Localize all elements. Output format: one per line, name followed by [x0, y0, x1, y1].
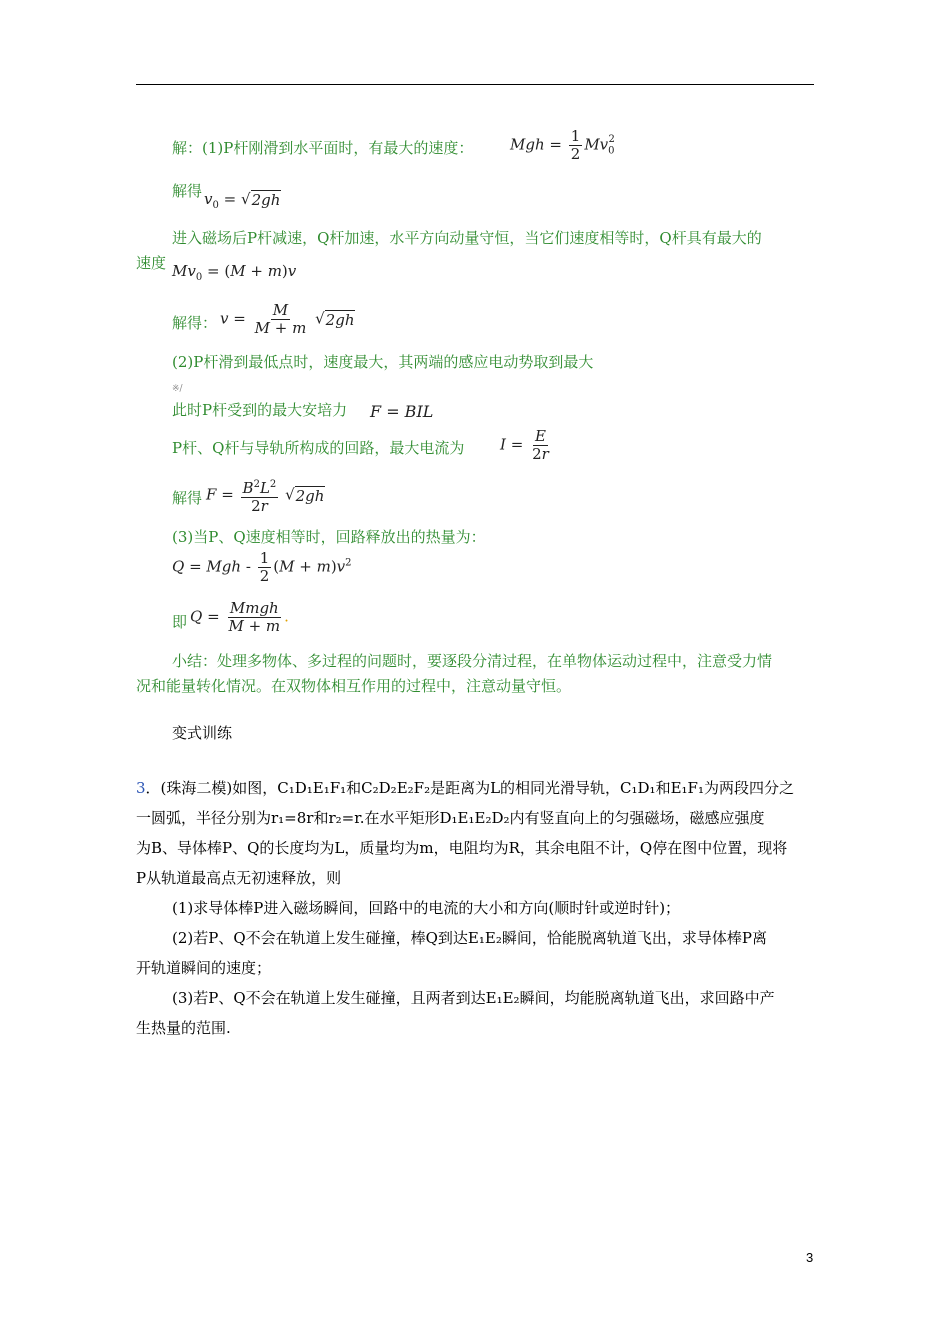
- formula-current: I = $\frac{E}{2r}$: [500, 427, 549, 463]
- solution-line-8: [172, 438, 464, 458]
- problem-line-1: [136, 778, 794, 798]
- summary-text: 小结：处理多物体、多过程的问题时，要逐段分清过程，在单物体运动过程中，注意受力情: [172, 652, 773, 670]
- problem-line-3: 为B、导体棒P、Q的长度均为L，质量均为m，电阻均为R，其余电阻不计，Q停在图中位置，现将: [136, 839, 788, 857]
- solution-text: 速度: [136, 254, 167, 272]
- formula-force: F = $\frac{B^2L^2}{2r}$ √2gh: [206, 476, 325, 515]
- solution-text: 此时P杆受到的最大安培力: [172, 401, 348, 419]
- solution-text: (3)当P、Q速度相等时，回路释放出的热量为：: [172, 528, 486, 546]
- solution-text: (2)P杆滑到最低点时，速度最大，其两端的感应电动势取到最大: [172, 353, 594, 371]
- section-title: 变式训练: [172, 724, 233, 742]
- header-rule: [136, 84, 814, 85]
- solution-text: 解得: [172, 182, 203, 200]
- solution-line-9: [172, 488, 202, 508]
- solution-text: 解得: [172, 489, 203, 507]
- formula-momentum: $Mv_0 = (M + m)v$: [172, 262, 297, 283]
- scan-mark: ※/: [172, 384, 183, 394]
- solution-line-10: [172, 527, 486, 547]
- solution-text: P杆、Q杆与导轨所构成的回路，最大电流为: [172, 439, 465, 457]
- problem-line-4: P从轨道最高点无初速释放，则: [136, 869, 342, 887]
- problem-line-2: 一圆弧，半径分别为r₁=8r和r₂=r.在水平矩形D₁E₁E₂D₂内有竖直向上的匀强磁场，磁感应强度: [136, 809, 765, 827]
- summary-line-2: [136, 676, 571, 696]
- solution-line-6: [172, 352, 593, 372]
- solution-text: 解得：: [172, 314, 218, 332]
- formula-energy: Mgh = $\frac{1}{2}$ $Mv_0^2$: [510, 127, 615, 163]
- formula-heat: Q = Mgh - $\frac{1}{2}$ $(M + m)v^2$: [172, 549, 352, 585]
- formula-v: v = $\frac{M}{M + m}$ √2gh: [220, 301, 355, 337]
- question-2-line-2: 开轨道瞬间的速度；: [136, 959, 272, 977]
- formula-heat-result: Q = $\frac{\text{Mmgh}}{M + m}$ .: [190, 599, 289, 635]
- question-2-line-1: (2)若P、Q不会在轨道上发生碰撞，棒Q到达E₁E₂瞬间，恰能脱离轨道飞出，求导体棒P离: [172, 929, 767, 947]
- solution-line-5: [172, 313, 217, 333]
- summary-text: 况和能量转化情况。在双物体相互作用的过程中，注意动量守恒。: [136, 677, 572, 695]
- problem-text: ．(珠海二模)如图，C₁D₁E₁F₁和C₂D₂E₂F₂是距离为L的相同光滑导轨，C₁D₁和E₁F₁为两段四分之: [145, 779, 794, 797]
- solution-line-3: [172, 228, 762, 248]
- solution-line-12: [172, 612, 187, 632]
- solution-line-2: [172, 181, 202, 201]
- solution-text: 解：(1)P杆刚滑到水平面时，有最大的速度：: [172, 139, 474, 157]
- formula-v0: $v_0 = √2gh$: [204, 190, 281, 211]
- question-3-line-2: 生热量的范围.: [136, 1019, 231, 1037]
- solution-line-4: [136, 253, 166, 273]
- problem-number: 3: [136, 779, 146, 797]
- solution-line-1: [172, 138, 473, 158]
- solution-text: 进入磁场后P杆减速，Q杆加速，水平方向动量守恒，当它们速度相等时，Q杆具有最大的: [172, 229, 762, 247]
- formula-ampere: F = BIL: [370, 402, 434, 421]
- solution-line-7: [172, 400, 347, 420]
- summary-line-1: [172, 651, 772, 671]
- question-1: (1)求导体棒P进入磁场瞬间，回路中的电流的大小和方向(顺时针或逆时针)；: [172, 899, 681, 917]
- solution-text: 即: [172, 613, 188, 631]
- page-number: 3: [806, 1250, 814, 1265]
- question-3-line-1: (3)若P、Q不会在轨道上发生碰撞，且两者到达E₁E₂瞬间，均能脱离轨道飞出，求回路中产: [172, 989, 775, 1007]
